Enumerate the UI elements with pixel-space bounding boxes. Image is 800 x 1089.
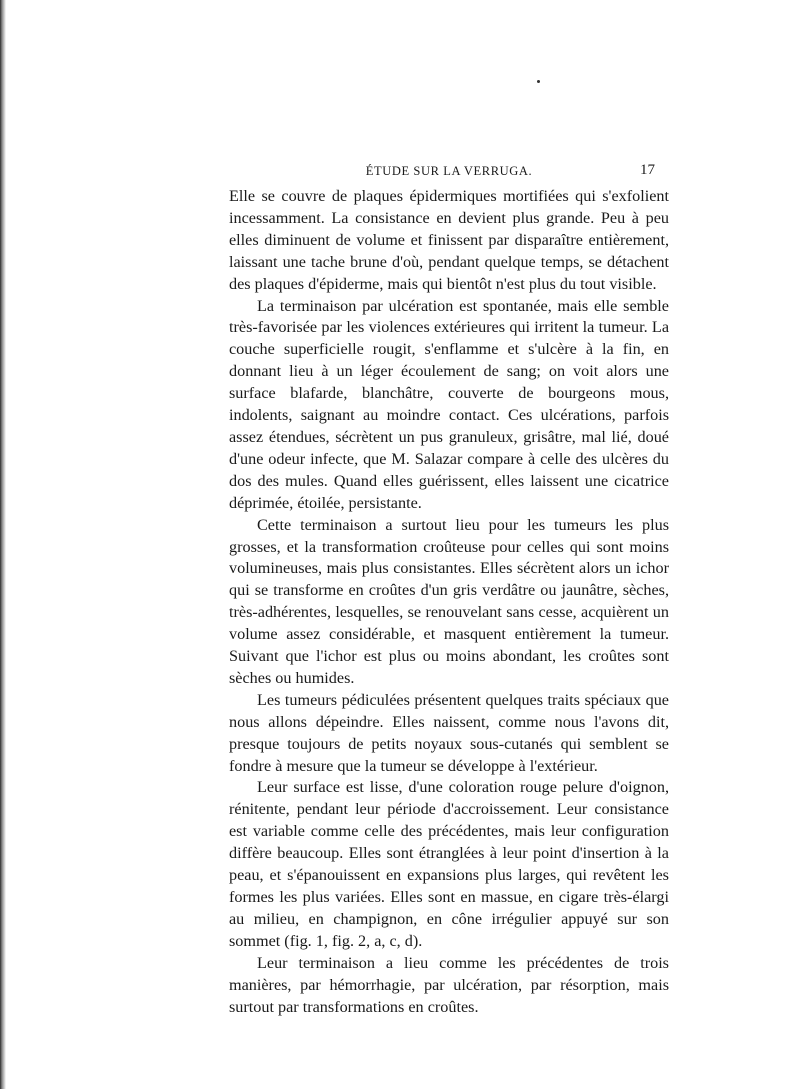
ink-speck <box>537 80 540 83</box>
paragraph: Leur terminaison a lieu comme les précédentes de trois manières, par hémorrhagie, par ulcération, par résorption, mais surtout par transformations en croûtes. <box>229 953 669 1016</box>
body-text <box>229 186 669 1018</box>
scan-edge <box>0 0 6 1089</box>
paragraph: Leur surface est lisse, d'une coloration rouge pelure d'oignon, rénitente, pendant leur période d'accroissement. Leur consistance est variable comme celle des précédentes, mais leur configuration diffère beaucoup. Elles sont étranglées à leur point d'insertion à la peau, et s'épanouissent en expansions plus larges, qui revêtent les formes les plus variées. Elles sont en massue, en cigare très-élargi au milieu, en champignon, en cône irrégulier appuyé sur son sommet (fig. 1, fig. 2, a, c, d). <box>229 778 669 950</box>
running-head <box>229 162 669 186</box>
paragraph: La terminaison par ulcération est spontanée, mais elle semble très-favorisée par les violences extérieures qui irritent la tumeur. La couche superficielle rougit, s'enflamme et s'ulcère à la fin, en donnant lieu à un léger écoulement de sang; on voit alors une surface blafarde, blanchâtre, couverte de bourgeons mous, indolents, saignant au moindre contact. Ces ulcérations, parfois assez étendues, sécrètent un pus granuleux, grisâtre, mal lié, doué d'une odeur infecte, que M. Salazar compare à celle des ulcères du dos des mules. Quand elles guérissent, elles laissent une cicatrice déprimée, étoilée, persistante. <box>229 296 669 512</box>
page-number: 17 <box>640 162 655 178</box>
running-title: ÉTUDE SUR LA VERRUGA. <box>365 164 533 178</box>
paragraph: Elle se couvre de plaques épidermiques mortifiées qui s'exfolient incessamment. La consistance en devient plus grande. Peu à peu elles diminuent de volume et finissent par disparaître entièrement, laissant une tache brune d'où, pendant quelque temps, se détachent des plaques d'épiderme, mais qui bientôt n'est plus du tout visible. <box>229 187 669 293</box>
paragraph: Cette terminaison a surtout lieu pour les tumeurs les plus grosses, et la transformation croûteuse pour celles qui sont moins volumineuses, mais plus consistantes. Elles sécrètent alors un ichor qui se transforme en croûtes d'un gris verdâtre ou jaunâtre, sèches, très-adhérentes, lesquelles, se renouvelant sans cesse, acquièrent un volume assez considérable, et masquent entièrement la tumeur. Suivant que l'ichor est plus ou moins abondant, les croûtes sont sèches ou humides. <box>229 515 669 687</box>
paragraph: Les tumeurs pédiculées présentent quelques traits spéciaux que nous allons dépeindre. Elles naissent, comme nous l'avons dit, presque toujours de petits noyaux sous-cutanés qui semblent se fondre à mesure que la tumeur se développe à l'extérieur. <box>229 690 669 775</box>
book-page <box>229 162 669 1018</box>
